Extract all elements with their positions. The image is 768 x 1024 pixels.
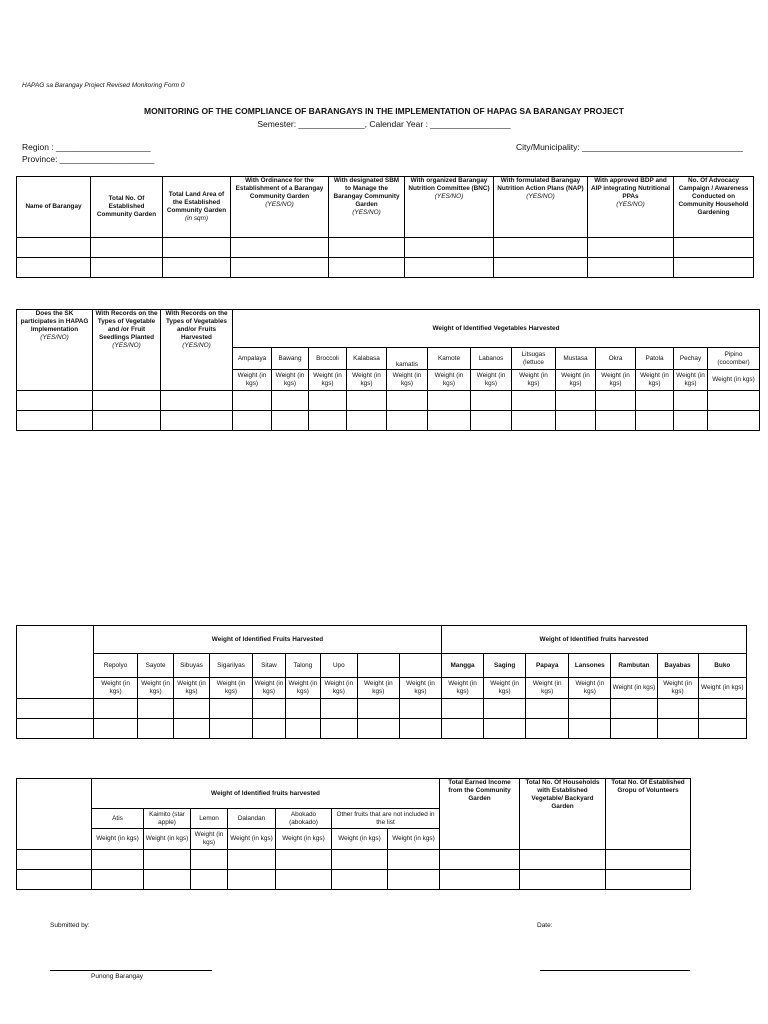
weight-label: Weight (in kgs): [674, 370, 708, 391]
table-row: [17, 258, 754, 278]
weight-label: Weight (in kgs): [636, 370, 674, 391]
veg-pipino: Pipino (cocomber): [708, 348, 760, 370]
weight-label: Weight (in kgs): [320, 678, 357, 699]
item-bayabas: Bayabas: [657, 654, 698, 678]
city-line: City/Municipality: __________________________________: [516, 142, 743, 152]
weight-label: Weight (in kgs): [253, 678, 286, 699]
header-sk: Does the SK participates in HAPAG Implementation (YES/NO): [17, 310, 93, 391]
fruits-table-1: [16, 625, 747, 739]
date-line[interactable]: [540, 970, 690, 971]
header-fruits-group-3: Weight of Identified fruits harvested: [92, 779, 440, 809]
table-row: [17, 719, 747, 739]
blank-header: [17, 779, 92, 850]
weight-label: Weight (in kgs): [484, 678, 526, 699]
weight-label: Weight (in kgs): [512, 370, 556, 391]
veg-kalabasa: Kalabasa: [347, 348, 387, 370]
veg-mustasa: Mustasa: [556, 348, 596, 370]
veg-kamatis: kamatis: [387, 348, 428, 370]
signatory-label: Punong Barangay: [91, 973, 144, 980]
veg-litsugas: Litsugas (lettuce: [512, 348, 556, 370]
weight-label: Weight (in kgs): [387, 370, 428, 391]
weight-label: Weight (in kgs): [228, 829, 276, 850]
item-dalandan: Dalandan: [228, 809, 276, 829]
page-title: MONITORING OF THE COMPLIANCE OF BARANGAYS IN THE IMPLEMENTATION OF HAPAG SA BARANGAY PROJECT: [144, 106, 624, 116]
table-row: [17, 699, 747, 719]
header-sbm: With designated SBM to Manage the Barangay Community Garden (YES/NO): [329, 177, 405, 238]
weight-label: Weight (in kgs): [347, 370, 387, 391]
weight-label: Weight (in kgs): [138, 678, 174, 699]
header-households: Total No. Of Households with Established Vegetable/ Backyard Garden: [520, 779, 606, 850]
weight-label: Weight (in kgs): [93, 678, 137, 699]
item-sayote: Sayote: [138, 654, 174, 678]
weight-label: Weight (in kgs): [569, 678, 611, 699]
weight-label: Weight (in kgs): [428, 370, 471, 391]
province-line: Province: ____________________: [22, 154, 155, 164]
item-saging: Saging: [484, 654, 526, 678]
compliance-table: [16, 176, 754, 278]
header-advocacy: No. Of Advocacy Campaign / Awareness Conducted on Community Household Gardening: [674, 177, 754, 238]
land-area-unit: (in sqm): [184, 215, 209, 222]
weight-label: Weight (in kgs): [276, 829, 332, 850]
table-row: [17, 870, 691, 890]
header-bnc: With organized Barangay Nutrition Committee (BNC) (YES/NO): [405, 177, 494, 238]
item-kaimito: Kaimito (star apple): [144, 809, 191, 829]
header-seedlings: With Records on the Types of Vegetable and /or Fruit Seedlings Planted (YES/NO): [93, 310, 161, 391]
header-nap: With formulated Barangay Nutrition Action Plans (NAP) (YES/NO): [494, 177, 588, 238]
header-bdp: With approved BDP and AIP integrating Nutritional PPAs (YES/NO): [588, 177, 674, 238]
weight-label: Weight (in kgs): [657, 678, 698, 699]
table-row: [17, 850, 691, 870]
weight-label: Weight (in kgs): [596, 370, 636, 391]
weight-label: Weight (in kgs): [209, 678, 252, 699]
weight-label: Weight (in kgs): [442, 678, 484, 699]
item-talong: Talong: [285, 654, 320, 678]
item-lemon: Lemon: [191, 809, 228, 829]
table-row: [17, 238, 754, 258]
weight-label: Weight (in kgs): [92, 829, 144, 850]
item-rambutan: Rambutan: [611, 654, 657, 678]
header-fruits-group-1: Weight of Identified Fruits Harvested: [93, 626, 441, 654]
table-row: [17, 411, 760, 431]
item-atis: Atis: [92, 809, 144, 829]
submitted-by-label: Submitted by:: [50, 922, 90, 929]
date-label: Date:: [537, 922, 553, 929]
item-buko: Buko: [698, 654, 746, 678]
header-income: Total Earned Income from the Community Garden: [440, 779, 520, 850]
header-land-area: Total Land Area of the Established Community Garden (in sqm): [163, 177, 231, 238]
veg-broccoli: Broccoli: [309, 348, 347, 370]
item-blank: [357, 654, 399, 678]
veg-kamote: Kamote: [428, 348, 471, 370]
header-fruits-group-2: Weight of Identified fruits harvested: [442, 626, 747, 654]
header-name-of-barangay: Name of Barangay: [17, 177, 91, 238]
item-lansones: Lansones: [569, 654, 611, 678]
item-repolyo: Repolyo: [93, 654, 137, 678]
weight-label: Weight (in kgs): [144, 829, 191, 850]
weight-label: Weight (in kgs): [708, 370, 760, 391]
header-ordinance: With Ordinance for the Establishment of a Barangay Community Garden (YES/NO): [231, 177, 329, 238]
weight-label: Weight (in kgs): [309, 370, 347, 391]
item-sigarilyas: Sigarilyas: [209, 654, 252, 678]
table-row: [17, 391, 760, 411]
item-sitaw: Sitaw: [253, 654, 286, 678]
signature-line[interactable]: [50, 970, 212, 971]
weight-label: Weight (in kgs): [233, 370, 272, 391]
weight-label: Weight (in kgs): [526, 678, 569, 699]
form-label: HAPAG sa Barangay Project Revised Monitoring Form 0: [22, 82, 185, 89]
weight-label: Weight (in kgs): [611, 678, 657, 699]
fruits-table-2: [16, 778, 691, 890]
item-upo: Upo: [320, 654, 357, 678]
vegetables-table: [16, 309, 760, 431]
veg-pechay: Pechay: [674, 348, 708, 370]
veg-okra: Okra: [596, 348, 636, 370]
weight-label: Weight (in kgs): [332, 829, 388, 850]
weight-label: Weight (in kgs): [556, 370, 596, 391]
weight-label: Weight (in kgs): [191, 829, 228, 850]
veg-ampalaya: Ampalaya: [233, 348, 272, 370]
veg-labanos: Labanos: [471, 348, 512, 370]
item-other-fruits: Other fruits that are not included in the list: [332, 809, 440, 829]
header-harvested-records: With Records on the Types of Vegetables and/or Fruits Harvested (YES/NO): [161, 310, 233, 391]
item-abokado: Abokado (abokado): [276, 809, 332, 829]
weight-label: Weight (in kgs): [399, 678, 441, 699]
header-volunteers: Total No. Of Established Gropu of Volunteers: [606, 779, 691, 850]
header-total-gardens: Total No. Of Established Community Garden: [91, 177, 163, 238]
weight-label: Weight (in kgs): [174, 678, 210, 699]
veg-bawang: Bawang: [272, 348, 309, 370]
semester-line: Semester: ______________, Calendar Year : _________________: [257, 119, 511, 129]
item-sibuyas: Sibuyas: [174, 654, 210, 678]
weight-label: Weight (in kgs): [698, 678, 746, 699]
header-vegetables-group: Weight of Identified Vegetables Harvested: [233, 310, 760, 348]
region-line: Region : ____________________: [22, 142, 151, 152]
weight-label: Weight (in kgs): [285, 678, 320, 699]
weight-label: Weight (in kgs): [357, 678, 399, 699]
veg-patola: Patola: [636, 348, 674, 370]
item-mangga: Mangga: [442, 654, 484, 678]
weight-label: Weight (in kgs): [471, 370, 512, 391]
item-blank: [399, 654, 441, 678]
weight-label: Weight (in kgs): [388, 829, 440, 850]
item-papaya: Papaya: [526, 654, 569, 678]
blank-header: [17, 626, 94, 699]
weight-label: Weight (in kgs): [272, 370, 309, 391]
